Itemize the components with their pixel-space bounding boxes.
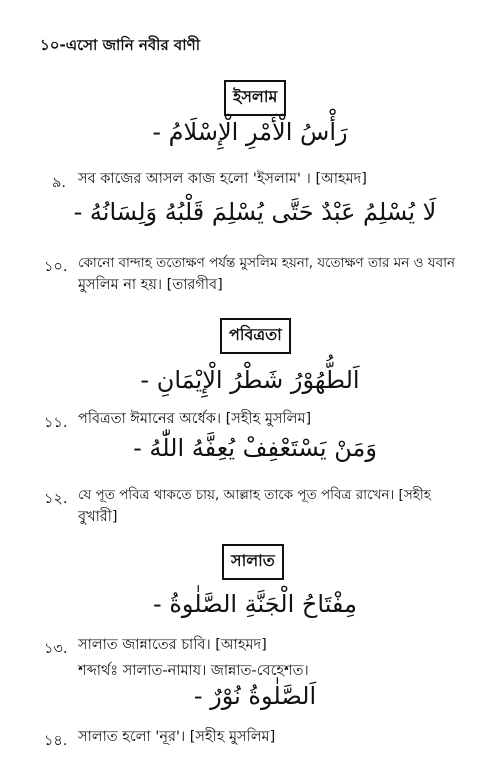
arabic-quote: اَلصَّلٰوةُ نُوْرٌ - — [193, 682, 317, 710]
hadith-number: ১৩. — [44, 641, 68, 657]
hadith-text-continued: মুসলিম না হয়। [তারগীব] — [78, 277, 223, 293]
chapter-heading: ১০-এসো জানি নবীর বাণী — [40, 36, 200, 54]
hadith-text: কোনো বান্দাহ ততোক্ষণ পর্যন্ত মুসলিম হয়না, যতোক্ষণ তার মন ও যবান — [78, 255, 456, 271]
hadith-number: ৯. — [52, 175, 67, 191]
hadith-text-continued: বুখারী] — [78, 509, 118, 525]
hadith-text: সালাত হলো 'নূর'। [সহীহ মুসলিম] — [78, 729, 276, 745]
hadith-number: ১১. — [44, 415, 68, 431]
hadith-number: ১২. — [44, 491, 68, 507]
hadith-text: সালাত জান্নাতের চাবি। [আহমদ] — [78, 637, 267, 653]
arabic-quote: رَأْسُ الْأَمْرِ الْإِسْلَامُ - — [152, 118, 348, 146]
hadith-number: ১০. — [44, 259, 68, 275]
arabic-quote: اَلطُّهُوْرُ شَطْرُ الْإِيْمَانِ - — [140, 366, 360, 394]
section-heading-purity: পবিত্রতা — [220, 318, 291, 354]
arabic-quote: وَمَنْ يَسْتَعْفِفْ يُعِفَّهُ اللّٰهُ - — [133, 434, 377, 462]
hadith-text: পবিত্রতা ঈমানের অর্ধেক। [সহীহ মুসলিম] — [78, 411, 312, 427]
hadith-number: ১৪. — [44, 733, 68, 749]
hadith-text: সব কাজের আসল কাজ হলো 'ইসলাম' । [আহমদ] — [78, 171, 367, 187]
arabic-quote: مِفْتَاحُ الْجَنَّةِ الصَّلٰوةُ - — [153, 590, 357, 618]
hadith-text: যে পূত পবিত্র থাকতে চায়, আল্লাহ তাকে পূত পবিত্র রাখেন। [সহীহ — [78, 487, 431, 503]
section-heading-islam: ইসলাম — [224, 80, 286, 116]
arabic-quote: لَا يُسْلِمُ عَبْدٌ حَتَّى يُسْلِمَ قَلْبُهُ وَلِسَانُهُ - — [73, 198, 437, 226]
section-heading-salat: সালাত — [222, 544, 284, 580]
glossary-note: শব্দার্থঃ সালাত-নামায। জান্নাত-বেহেশত। — [78, 663, 309, 679]
